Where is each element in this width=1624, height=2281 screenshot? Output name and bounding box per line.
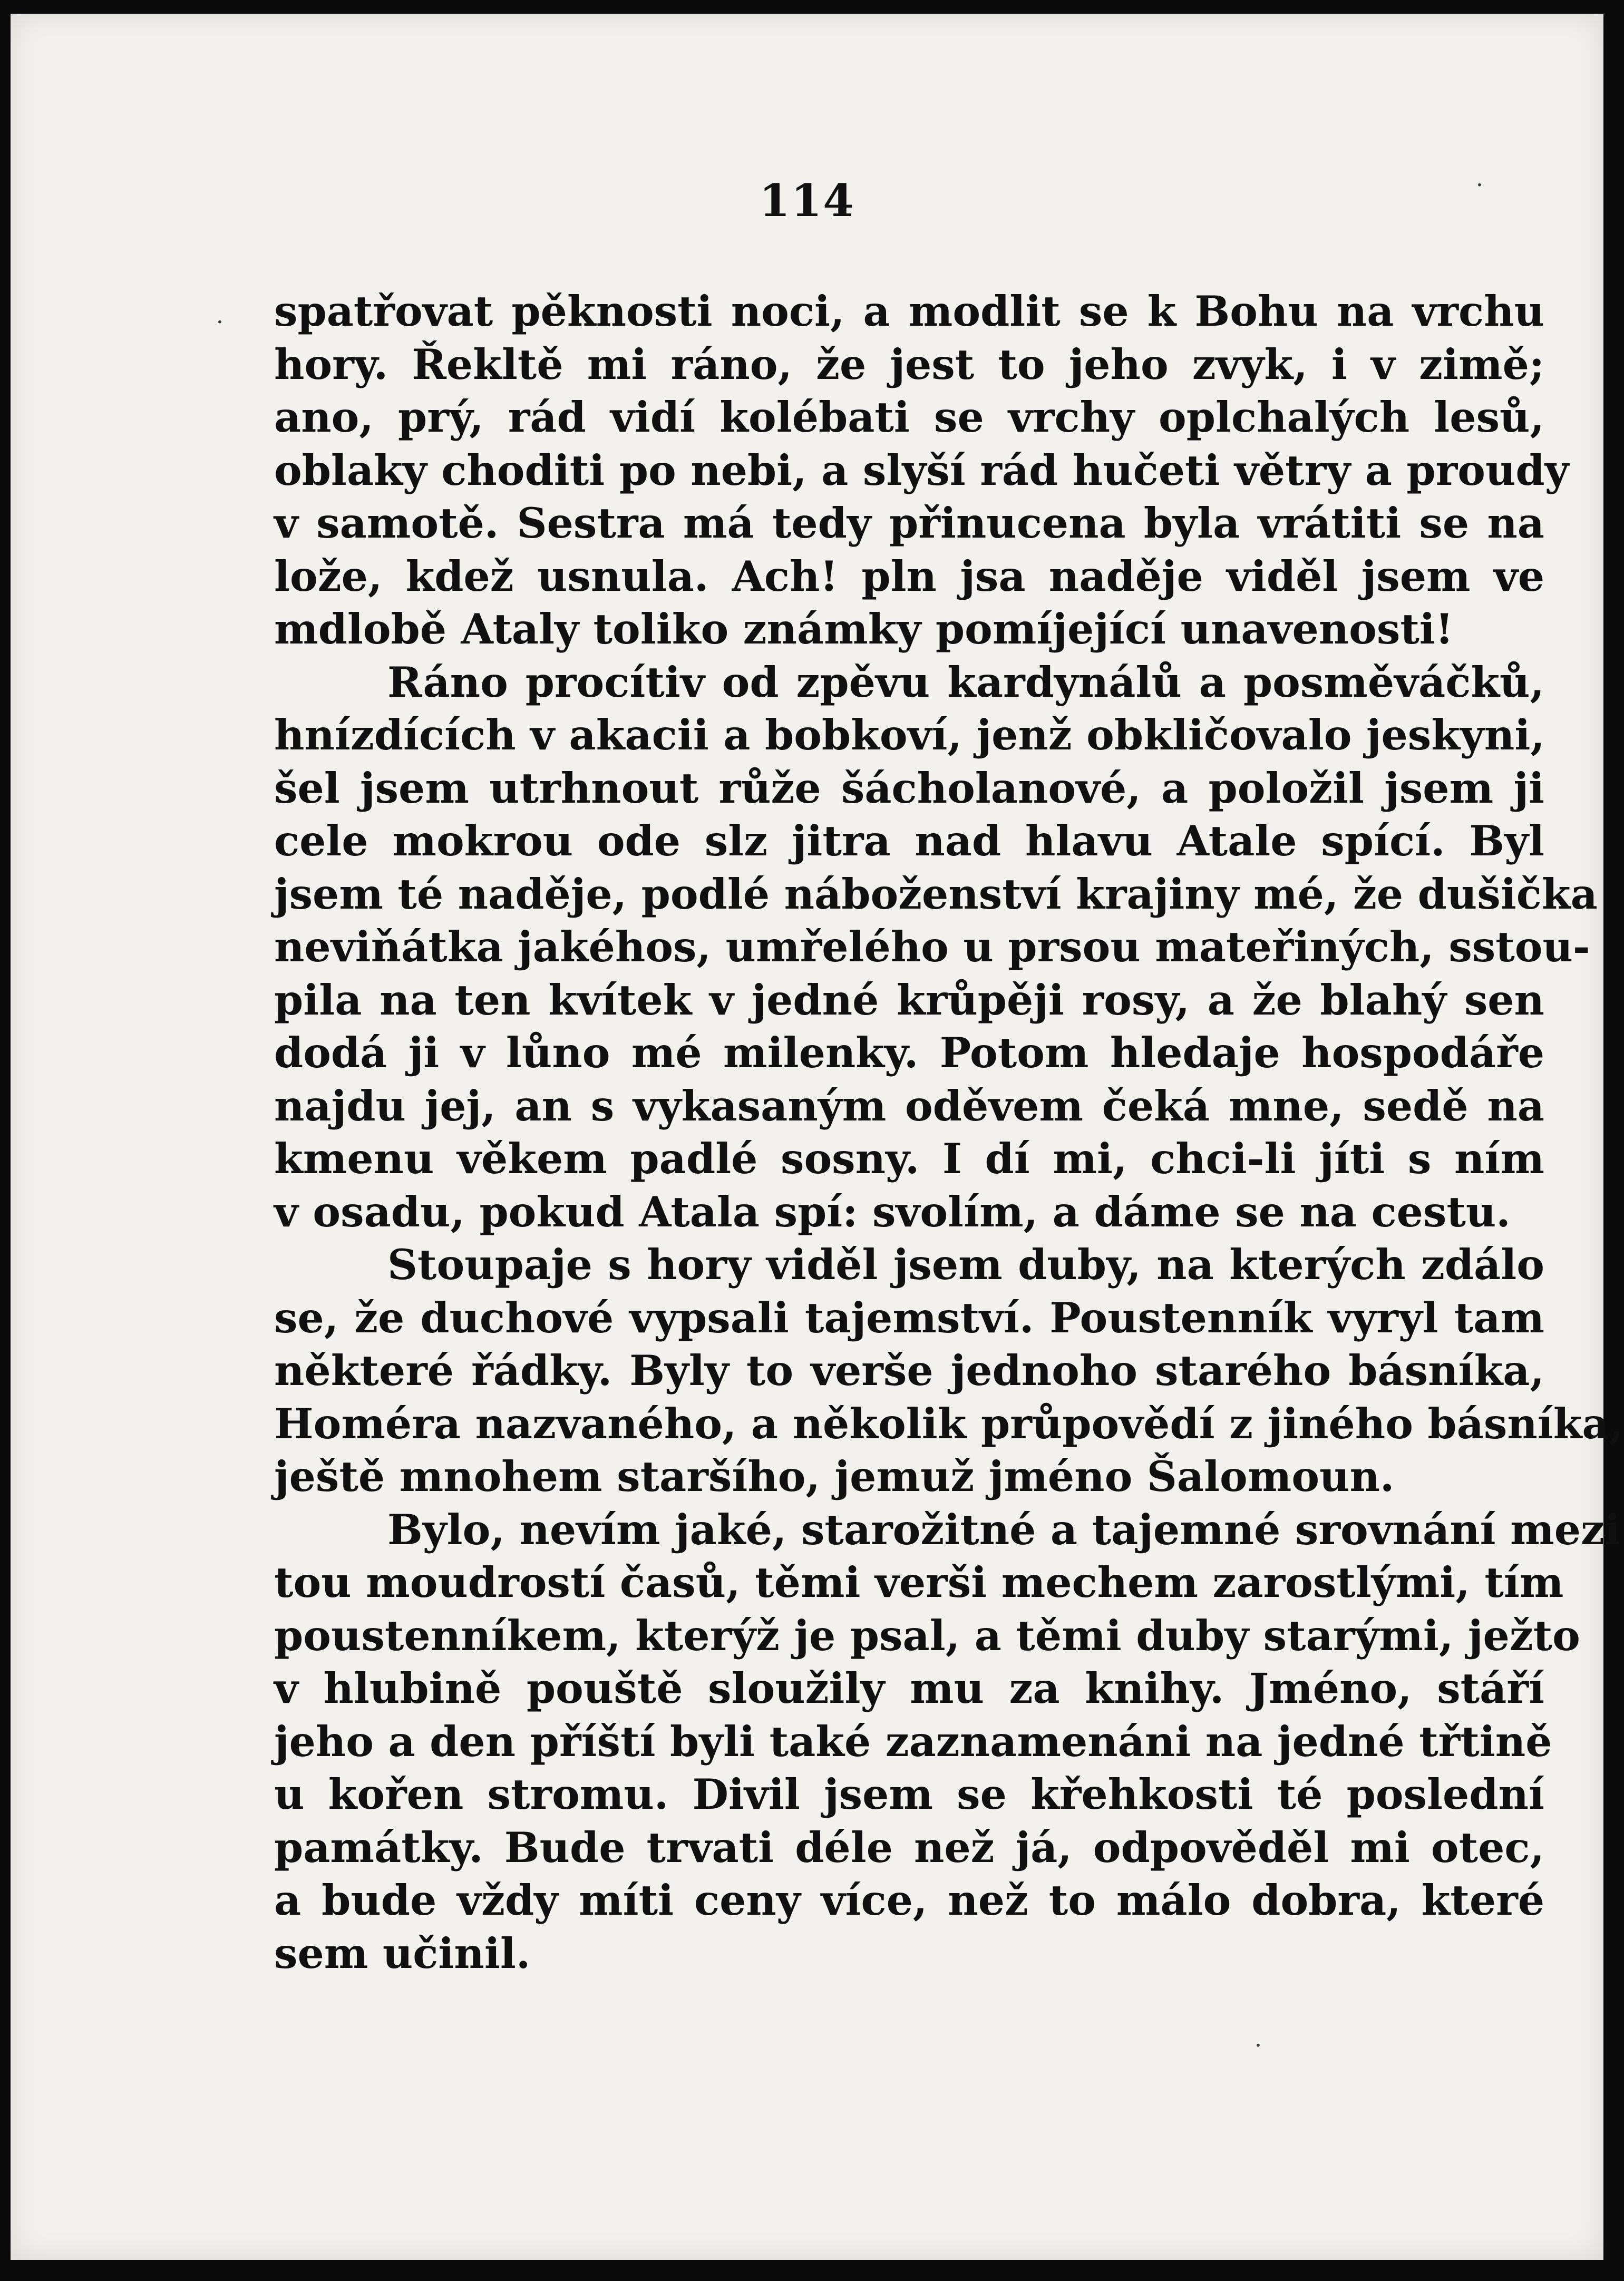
text-line: hory. Řekltě mi ráno, že jest to jeho zvyk, i v zimě; (274, 339, 1544, 389)
text-line: spatřovat pěknosti noci, a modlit se k Bohu na vrchu (274, 287, 1544, 336)
page-number: 114 (759, 174, 855, 227)
text-line: mdlobě Ataly toliko známky pomíjející unavenosti! (274, 605, 1454, 654)
text-line: najdu jej, an s vykasaným oděvem čeká mne, sedě na (274, 1081, 1544, 1130)
text-line: Stoupaje s hory viděl jsem duby, na kterých zdálo (387, 1240, 1544, 1289)
text-line: ano, prý, rád vidí kolébati se vrchy oplchalých lesů, (274, 393, 1544, 442)
text-line: některé řádky. Byly to verše jednoho starého básníka, (274, 1346, 1544, 1395)
text-line: jeho a den příští byli také zaznamenáni na jedné třtině (274, 1717, 1552, 1766)
text-line: poustenníkem, kterýž je psal, a těmi duby starými, ježto (274, 1611, 1580, 1660)
text-line: jsem té naděje, podlé náboženství krajiny mé, že dušička (274, 869, 1598, 919)
text-line: dodá ji v lůno mé milenky. Potom hledaje hospodáře (274, 1028, 1544, 1077)
text-line: památky. Bude trvati déle než já, odpověděl mi otec, (274, 1822, 1544, 1872)
text-line: cele mokrou ode slz jitra nad hlavu Atale spící. Byl (274, 816, 1544, 865)
text-line: v osadu, pokud Atala spí: svolím, a dáme se na cestu. (274, 1187, 1511, 1236)
text-line: se, že duchové vypsali tajemství. Poustenník vyryl tam (274, 1293, 1544, 1342)
text-line: u kořen stromu. Divil jsem se křehkosti té poslední (274, 1770, 1544, 1819)
text-line: a bude vždy míti ceny více, než to málo dobra, které (274, 1876, 1544, 1925)
text-line: sem učinil. (274, 1928, 531, 1978)
text-line: ještě mnohem staršího, jemuž jméno Šalomoun. (274, 1452, 1395, 1501)
print-speck: · (1255, 2032, 1262, 2059)
text-line: v samotě. Sestra má tedy přinucena byla vrátiti se na (274, 499, 1544, 548)
text-line: tou moudrostí časů, těmi verši mechem zarostlými, tím (274, 1558, 1564, 1607)
text-line: Homéra nazvaného, a několik průpovědí z jiného básníka, (274, 1399, 1624, 1448)
text-line: kmenu věkem padlé sosny. I dí mi, chci-li jíti s ním (274, 1134, 1544, 1183)
text-line: Ráno procítiv od zpěvu kardynálů a posměváčků, (387, 657, 1544, 707)
text-line: oblaky choditi po nebi, a slyší rád hučeti větry a proudy (274, 445, 1569, 495)
book-page (11, 14, 1624, 2260)
text-line: lože, kdež usnula. Ach! pln jsa naděje viděl jsem ve (274, 551, 1544, 601)
text-line: v hlubině pouště sloužily mu za knihy. Jméno, stáří (274, 1664, 1544, 1713)
text-line: Bylo, nevím jaké, starožitné a tajemné srovnání mezi (387, 1505, 1620, 1554)
print-speck: · (216, 309, 223, 336)
print-speck: · (1476, 172, 1483, 199)
body-text (274, 285, 1624, 1980)
text-line: pila na ten kvítek v jedné krůpěji rosy, a že blahý sen (274, 975, 1544, 1025)
text-line: hnízdících v akacii a bobkoví, jenž obkličovalo jeskyni, (274, 710, 1545, 759)
text-line: šel jsem utrhnout růže šácholanové, a položil jsem ji (274, 763, 1544, 813)
text-line: neviňátka jakéhos, umřelého u prsou mateřiných, sstou- (274, 922, 1590, 971)
